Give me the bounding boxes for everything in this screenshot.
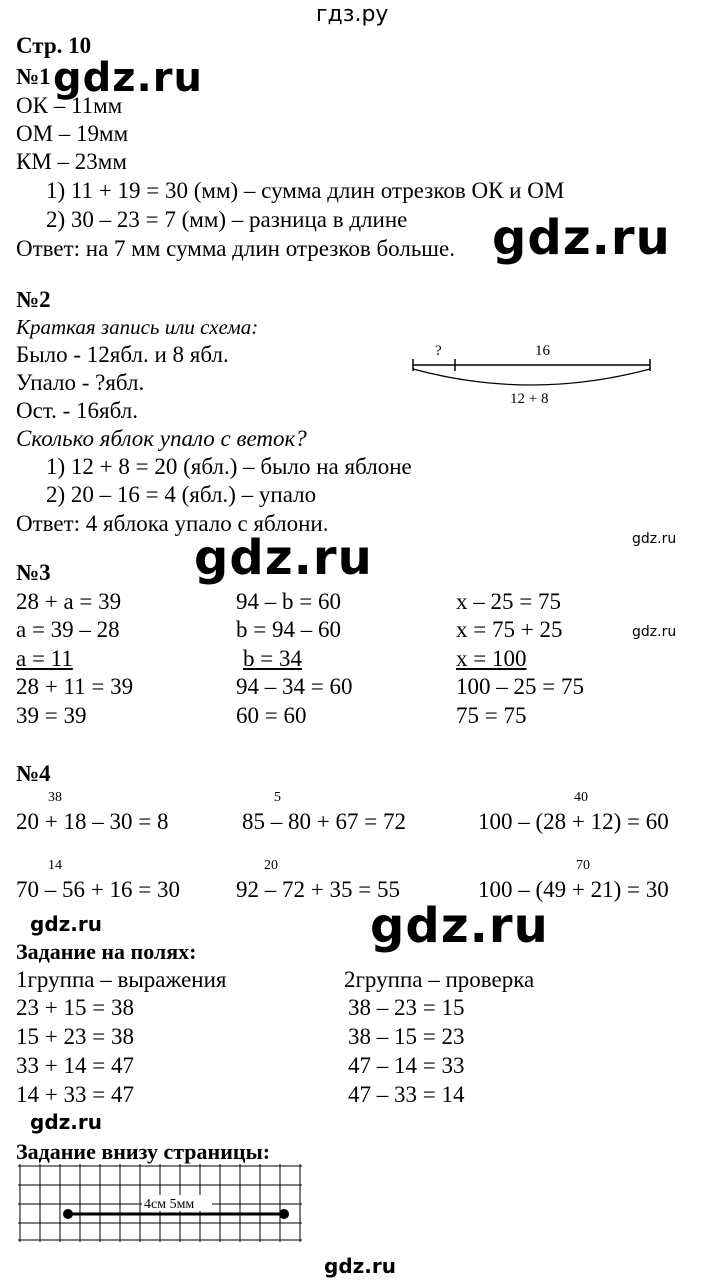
task4-r1-sup-2: 5 <box>274 790 281 805</box>
task3-col2-step: b = 94 – 60 <box>236 617 341 642</box>
task2-line-2: Упало - ?ябл. <box>16 370 145 395</box>
task3-col3-eq: x – 25 = 75 <box>456 589 561 614</box>
task3-col2-eq: 94 – b = 60 <box>236 589 341 614</box>
margin-group2-item-4: 47 – 33 = 14 <box>348 1082 465 1107</box>
bottom-task-title: Задание внизу страницы: <box>16 1139 271 1164</box>
task3-col1-eq: 28 + a = 39 <box>16 589 122 614</box>
margin-group1-item-3: 33 + 14 = 47 <box>16 1053 134 1078</box>
task4-title: №4 <box>16 761 51 786</box>
task3-col3-step: x = 75 + 25 <box>456 617 563 642</box>
task2-step-2: 2) 20 – 16 = 4 (ябл.) – упало <box>46 482 317 507</box>
task2-title: №2 <box>16 287 51 312</box>
scheme-total-arc <box>413 369 650 385</box>
task4-r1-sup-1: 38 <box>48 790 62 805</box>
task2-answer: Ответ: 4 яблока упало с яблони. <box>16 511 329 536</box>
task1-step-1: 1) 11 + 19 = 30 (мм) – сумма длин отрезков ОК и ОМ <box>46 178 565 203</box>
margin-group2-item-2: 38 – 15 = 23 <box>348 1024 465 1049</box>
margin-group2-item-3: 47 – 14 = 33 <box>348 1053 465 1078</box>
task2-line-1: Было - 12ябл. и 8 ябл. <box>16 342 229 367</box>
watermark-2: gdz.ru <box>492 210 671 266</box>
watermark-7: gdz.ru <box>370 898 549 954</box>
task4-r1-sup-3: 40 <box>574 790 588 805</box>
task2-line-3: Ост. - 16ябл. <box>16 398 138 423</box>
task3-col2-check: 94 – 34 = 60 <box>236 674 353 699</box>
task1-step-2: 2) 30 – 23 = 7 (мм) – разница в длине <box>46 207 408 232</box>
task1-line-3: КМ – 23мм <box>16 149 127 174</box>
grid-segment-figure <box>18 1164 304 1242</box>
margin-group1-item-4: 14 + 33 = 47 <box>16 1082 134 1107</box>
task2-scheme <box>405 335 660 410</box>
site-header: гдз.ру <box>316 2 389 27</box>
task4-r1-expr-2: 85 – 80 + 67 = 72 <box>242 809 406 834</box>
task3-col2-res: b = 34 <box>243 646 302 671</box>
watermark-8: gdz.ru <box>30 1110 102 1134</box>
margin-group2-title: 2группа – проверка <box>344 967 535 992</box>
task1-answer: Ответ: на 7 мм сумма длин отрезков больше. <box>16 236 455 261</box>
task1-title: №1 <box>16 64 51 89</box>
watermark-4: gdz.ru <box>632 531 677 547</box>
scheme-total-label: 12 + 8 <box>510 391 549 407</box>
segment-label: 4см 5мм <box>144 1197 195 1212</box>
task4-r2-sup-2: 20 <box>264 858 278 873</box>
task2-step-1: 1) 12 + 8 = 20 (ябл.) – было на яблоне <box>46 454 412 479</box>
watermark-6: gdz.ru <box>30 912 102 936</box>
margin-group1-item-1: 23 + 15 = 38 <box>16 995 134 1020</box>
task3-col1-step: a = 39 – 28 <box>16 617 120 642</box>
task4-r2-expr-3: 100 – (49 + 21) = 30 <box>478 877 669 902</box>
task3-col1-check: 28 + 11 = 39 <box>16 674 134 699</box>
margin-group1-item-2: 15 + 23 = 38 <box>16 1024 134 1049</box>
task2-question: Сколько яблок упало с веток? <box>16 426 307 451</box>
task4-r2-expr-1: 70 – 56 + 16 = 30 <box>16 877 180 902</box>
footer-watermark: gdz.ru <box>324 1254 396 1278</box>
task4-r2-expr-2: 92 – 72 + 35 = 55 <box>236 877 400 902</box>
scheme-unknown-label: ? <box>435 343 442 359</box>
watermark-1: gdz.ru <box>53 55 203 101</box>
task4-r2-sup-3: 70 <box>576 858 590 873</box>
scheme-remain-label: 16 <box>535 343 550 359</box>
task4-r2-sup-1: 14 <box>48 858 62 873</box>
page-label: Стр. 10 <box>16 33 92 58</box>
task2-hint: Краткая запись или схема: <box>16 315 259 339</box>
margin-group1-title: 1группа – выражения <box>16 967 227 992</box>
task3-col2-check2: 60 = 60 <box>236 703 307 728</box>
task4-r1-expr-1: 20 + 18 – 30 = 8 <box>16 809 169 834</box>
segment-endpoint-start <box>63 1209 73 1219</box>
task3-col3-res: x = 100 <box>456 646 527 671</box>
task1-line-2: ОМ – 19мм <box>16 121 129 146</box>
task3-title: №3 <box>16 560 51 585</box>
task1-line-1: ОК – 11мм <box>16 93 123 118</box>
task3-col1-res: a = 11 <box>16 646 73 671</box>
task3-col3-check: 100 – 25 = 75 <box>456 674 584 699</box>
task3-col3-check2: 75 = 75 <box>456 703 527 728</box>
task4-r1-expr-3: 100 – (28 + 12) = 60 <box>478 809 669 834</box>
watermark-3: gdz.ru <box>194 530 373 586</box>
watermark-5: gdz.ru <box>632 624 677 640</box>
segment-endpoint-end <box>279 1209 289 1219</box>
margin-task-title: Задание на полях: <box>16 939 197 964</box>
margin-group2-item-1: 38 – 23 = 15 <box>348 995 465 1020</box>
task3-col1-check2: 39 = 39 <box>16 703 87 728</box>
